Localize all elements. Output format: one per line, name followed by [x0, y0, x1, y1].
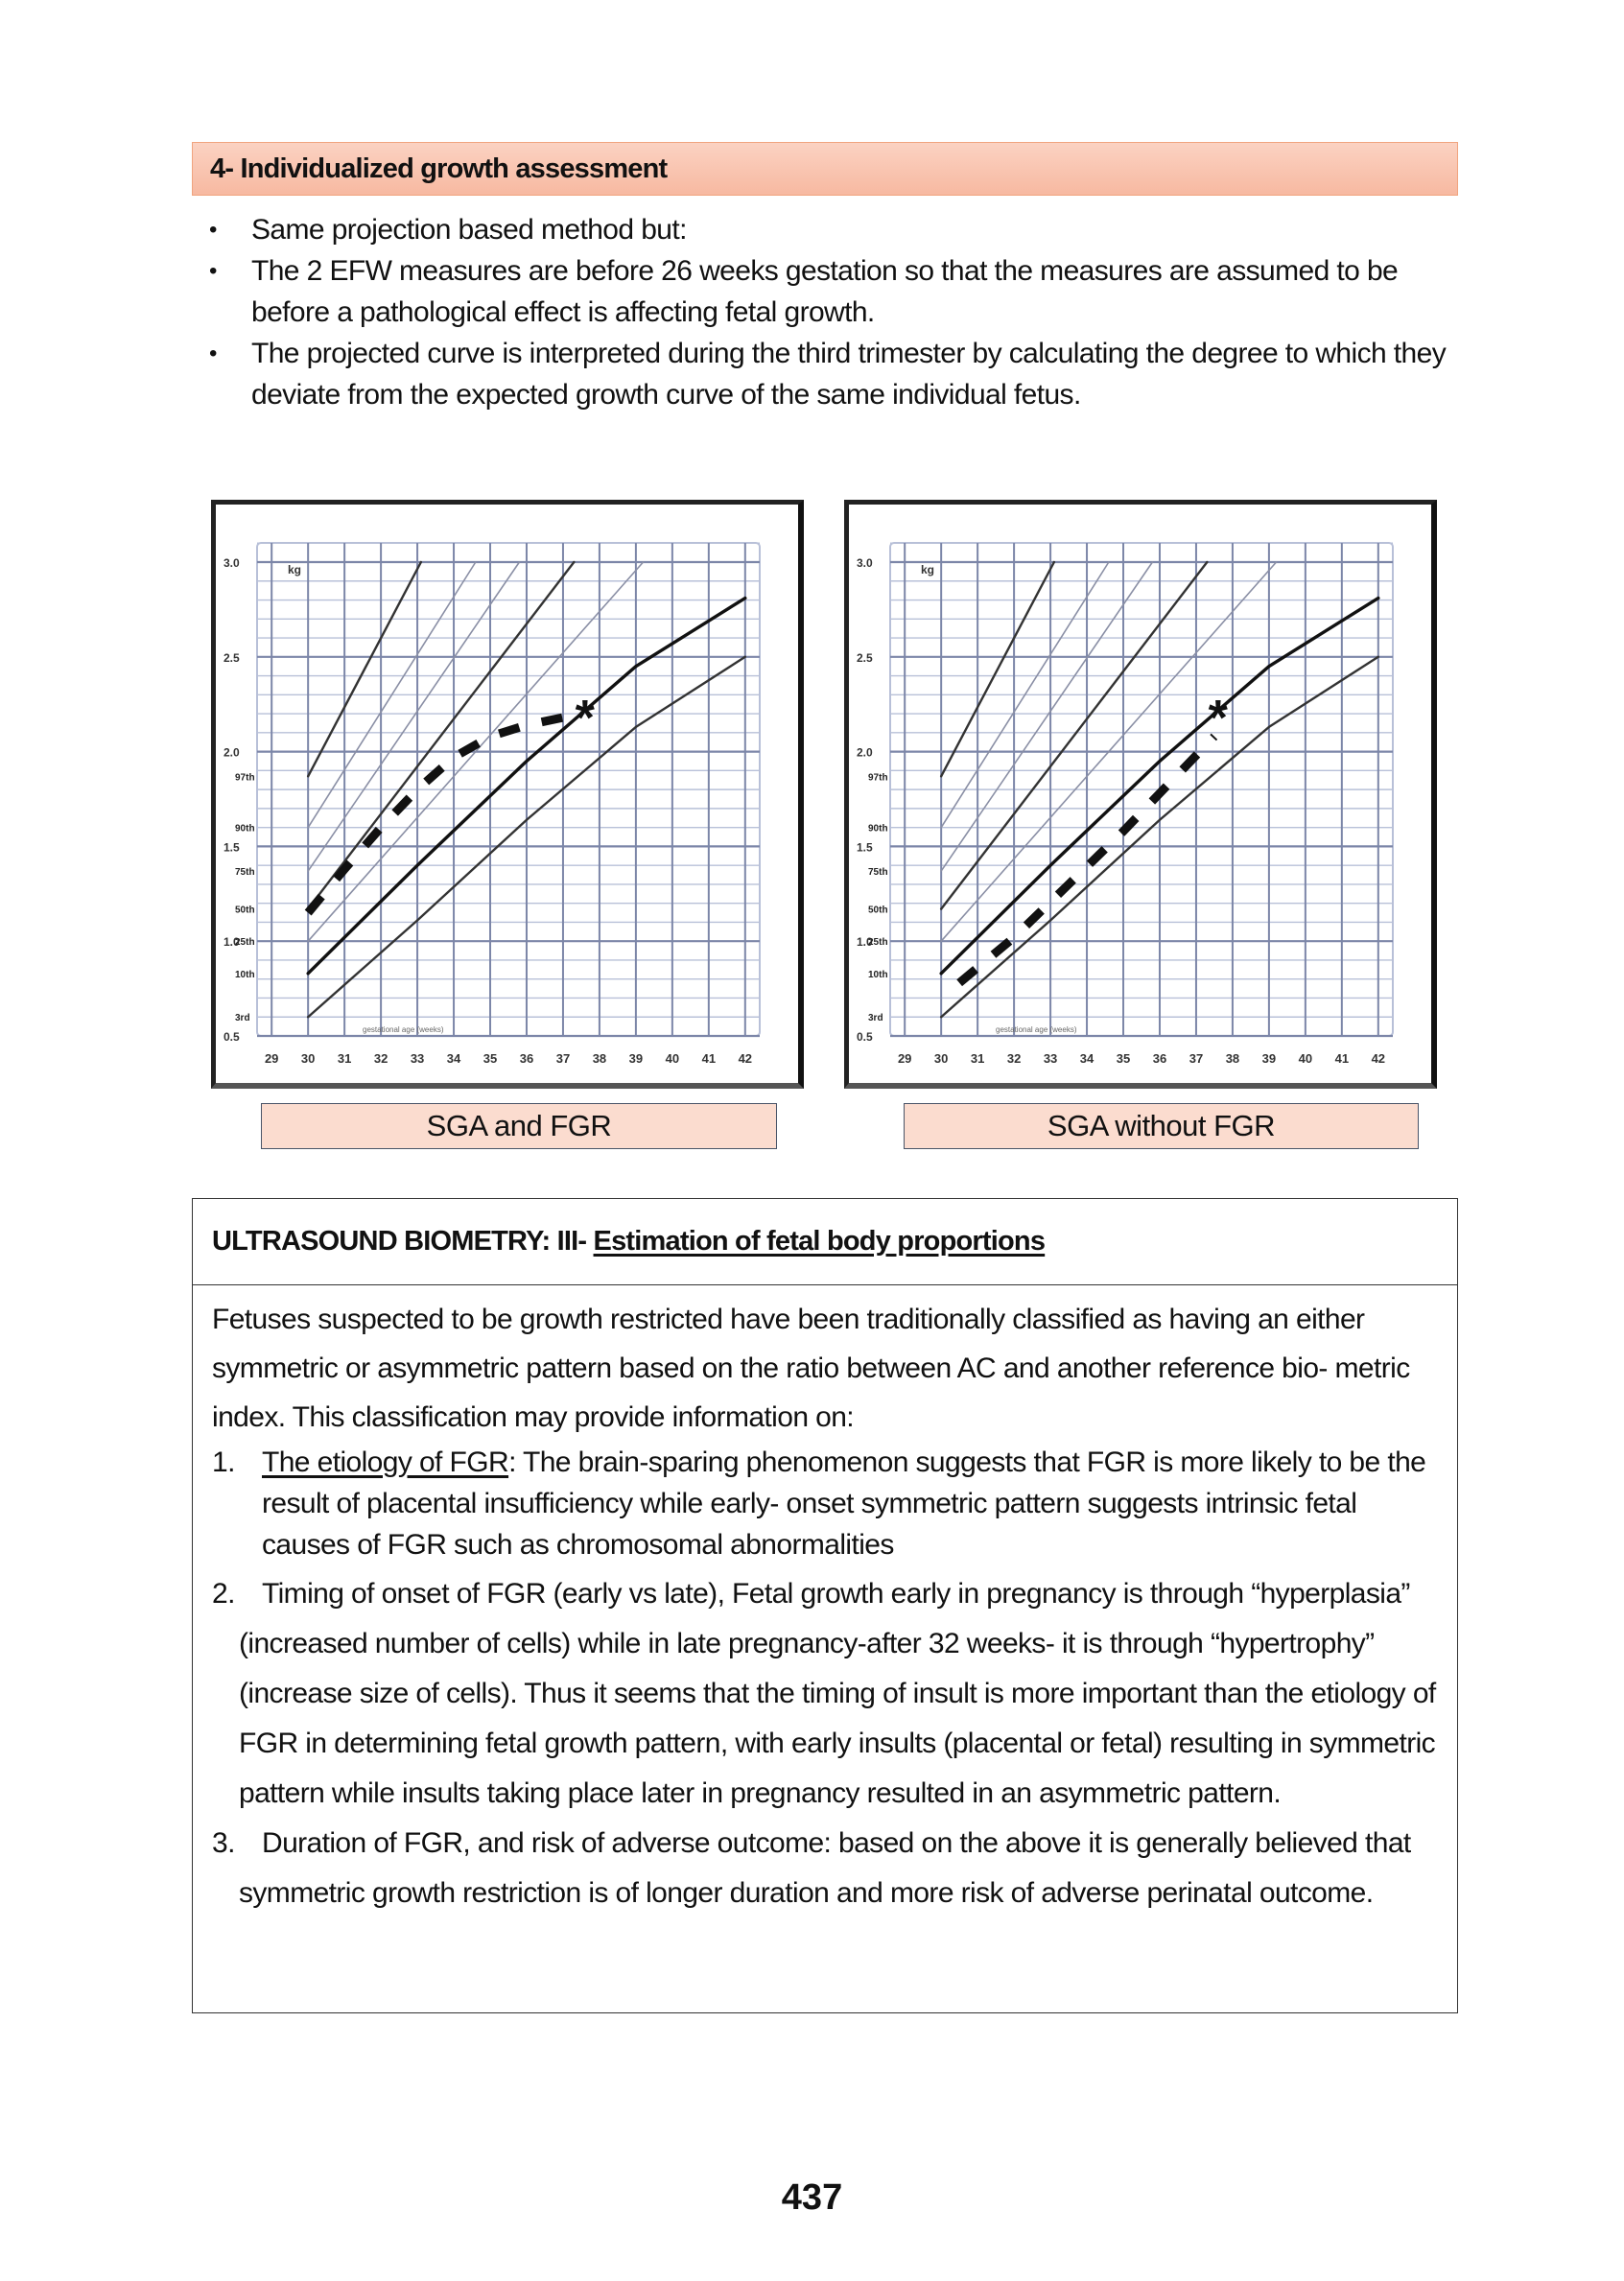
percentile-label: 3rd — [868, 1013, 883, 1024]
x-tick-label: 31 — [337, 1051, 352, 1066]
y-tick-label: 0.5 — [224, 1030, 240, 1044]
percentile-label: 25th — [868, 937, 888, 949]
y-tick-label: 3.0 — [224, 556, 240, 570]
caption-text: SGA and FGR — [426, 1109, 612, 1142]
list-number: 3. — [212, 1827, 235, 1859]
x-tick-label: 30 — [933, 1051, 949, 1066]
section-header — [192, 142, 1458, 196]
x-tick-label: 37 — [1189, 1051, 1204, 1066]
chart-caption-sga-without-fgr — [904, 1103, 1419, 1149]
list-number: 2. — [212, 1578, 235, 1610]
info-box — [192, 1198, 1458, 2013]
percentile-label: 97th — [868, 772, 888, 784]
x-tick-label: 40 — [665, 1051, 680, 1066]
x-tick-label: 31 — [970, 1051, 985, 1066]
percentile-label: 75th — [868, 867, 888, 879]
percentile-label: 10th — [868, 969, 888, 980]
bullet-text: Same projection based method but: — [251, 214, 687, 246]
bullet-text: The projected curve is interpreted during the third trimester by calculating the degree to which they deviate from the expected growth curve of the same individual fetus. — [251, 338, 1447, 411]
y-tick-label: 2.0 — [857, 745, 873, 760]
bullet-icon: • — [209, 258, 217, 284]
x-tick-label: 35 — [482, 1051, 498, 1066]
y-tick-label: 3.0 — [857, 556, 873, 570]
x-tick-label: 41 — [701, 1051, 717, 1066]
x-tick-label: 37 — [555, 1051, 571, 1066]
percentile-label: 75th — [235, 867, 255, 879]
percentile-label: 50th — [868, 905, 888, 916]
x-tick-label: 34 — [1079, 1051, 1094, 1066]
y-tick-label: 2.5 — [224, 650, 240, 665]
asterisk-marker: * — [575, 691, 595, 747]
section-title: 4- Individualized growth assessment — [210, 153, 668, 184]
x-tick-label: 36 — [1152, 1051, 1167, 1066]
percentile-label: 97th — [235, 772, 255, 784]
chart-caption-sga-fgr — [261, 1103, 777, 1149]
list-item-text: Timing of onset of FGR (early vs late), Fetal growth early in pregnancy is through “hyperplasia” (increased number of cells) while in late pregnancy-after 32 weeks- it is through “hypertrophy” (increase size of cells). Thus it seems that the timing of insult is more important than the etiology of FGR in determining fetal growth pattern, with early insults (placental or fetal) resulting in symmetric pattern while insults taking place later in pregnancy resulted in an asymmetric pattern. — [239, 1578, 1436, 1809]
info-box-body — [193, 1285, 1457, 1918]
list-item-label: The etiology of FGR — [262, 1446, 509, 1478]
y-tick-label: 2.0 — [224, 745, 240, 760]
percentile-label: 90th — [868, 823, 888, 835]
x-tick-label: 38 — [1225, 1051, 1240, 1066]
bullet-item — [209, 209, 1456, 250]
x-tick-label: 38 — [592, 1051, 607, 1066]
x-tick-label: 41 — [1334, 1051, 1350, 1066]
bullet-item — [209, 333, 1456, 415]
chart-svg — [849, 505, 1431, 1083]
x-tick-label: 32 — [1006, 1051, 1022, 1066]
bullet-item — [209, 250, 1456, 333]
x-axis-caption: gestational age (weeks) — [996, 1025, 1077, 1034]
growth-chart-sga-without-fgr — [844, 500, 1437, 1089]
y-axis-unit-label: kg — [288, 563, 302, 576]
chart-svg — [216, 505, 798, 1083]
list-item — [212, 1819, 1438, 1918]
percentile-label: 50th — [235, 905, 255, 916]
growth-chart-sga-fgr — [211, 500, 804, 1089]
y-tick-label: 0.5 — [857, 1030, 873, 1044]
bullet-text: The 2 EFW measures are before 26 weeks gestation so that the measures are assumed to be before a pathological effect is affecting fetal growth. — [251, 255, 1399, 328]
bullet-icon: • — [209, 341, 217, 366]
x-tick-label: 40 — [1298, 1051, 1313, 1066]
x-tick-label: 42 — [738, 1051, 753, 1066]
list-item-text: Duration of FGR, and risk of adverse outcome: based on the above it is generally believed that symmetric growth restriction is of longer duration and more risk of adverse perinatal outcome. — [239, 1827, 1411, 1909]
x-tick-label: 35 — [1116, 1051, 1131, 1066]
percentile-label: 3rd — [235, 1013, 250, 1024]
percentile-label: 25th — [235, 937, 255, 949]
x-tick-label: 33 — [1043, 1051, 1058, 1066]
asterisk-marker: * — [1208, 691, 1228, 747]
x-tick-label: 29 — [897, 1051, 912, 1066]
intro-paragraph: Fetuses suspected to be growth restricted have been traditionally classified as having an either symmetric or asymmetric pattern based on the ratio between AC and another reference bio- metric index. This classification may provide information on: — [212, 1304, 1410, 1433]
bullet-list — [209, 209, 1456, 415]
y-tick-label: 1.0 — [857, 935, 873, 950]
percentile-label: 10th — [235, 969, 255, 980]
page-number: 437 — [781, 2177, 843, 2218]
y-tick-label: 1.5 — [857, 840, 873, 855]
x-tick-label: 42 — [1371, 1051, 1386, 1066]
x-tick-label: 29 — [264, 1051, 279, 1066]
percentile-label: 90th — [235, 823, 255, 835]
x-tick-label: 39 — [1261, 1051, 1277, 1066]
list-item — [212, 1442, 1438, 1565]
caption-text: SGA without FGR — [1047, 1109, 1276, 1142]
bullet-icon: • — [209, 217, 217, 243]
heading-prefix: ULTRASOUND BIOMETRY: III- — [212, 1226, 594, 1257]
list-number: 1. — [212, 1446, 235, 1478]
x-tick-label: 34 — [446, 1051, 461, 1066]
list-item-text: : The brain-sparing phenomenon suggests that FGR is more likely to be the result of placental insufficiency while early- onset symmetric pattern suggests intrinsic fetal causes of FGR such as chromosomal abnormalities — [262, 1446, 1426, 1561]
y-tick-label: 1.0 — [224, 935, 240, 950]
x-tick-label: 32 — [373, 1051, 388, 1066]
y-tick-label: 1.5 — [224, 840, 240, 855]
heading-underlined: Estimation of fetal body proportions — [593, 1226, 1046, 1257]
info-box-heading — [193, 1199, 1457, 1285]
x-tick-label: 36 — [519, 1051, 534, 1066]
x-tick-label: 39 — [628, 1051, 644, 1066]
x-axis-caption: gestational age (weeks) — [363, 1025, 444, 1034]
y-axis-unit-label: kg — [921, 563, 935, 576]
x-tick-label: 30 — [300, 1051, 316, 1066]
x-tick-label: 33 — [410, 1051, 425, 1066]
list-item — [212, 1569, 1438, 1819]
y-tick-label: 2.5 — [857, 650, 873, 665]
